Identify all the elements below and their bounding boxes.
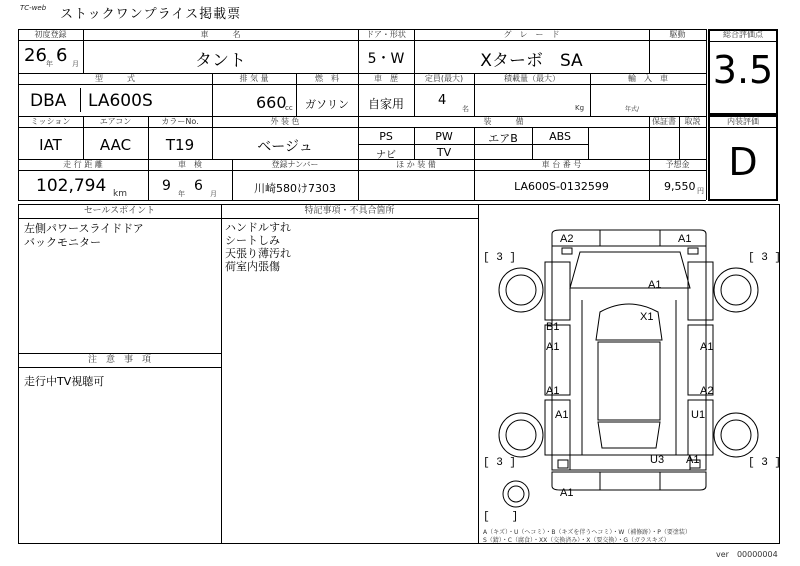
version: ver 00000004 bbox=[716, 550, 778, 559]
reg-year-unit: 年 bbox=[46, 60, 53, 68]
tire-front-right bbox=[714, 268, 758, 312]
drive-label: 駆動 bbox=[669, 30, 686, 39]
code-a1-left-door: A1 bbox=[546, 385, 560, 397]
year-model-unit: 年式/ bbox=[625, 106, 640, 113]
chassis-label: 車 台 番 号 bbox=[541, 160, 582, 169]
aircon: AAC bbox=[99, 136, 132, 154]
overall-score: 3.5 bbox=[712, 48, 774, 92]
equip-abs: ABS bbox=[549, 130, 571, 143]
note-1: ハンドルすれ bbox=[225, 221, 291, 234]
fuel-label: 燃 料 bbox=[315, 74, 339, 83]
color-no-label: カラーNo. bbox=[161, 117, 199, 126]
code-a1-hood: A1 bbox=[648, 279, 662, 291]
note-3: 天張り薄汚れ bbox=[225, 247, 291, 260]
price-label: 予想金 bbox=[665, 160, 690, 169]
displacement-label: 排 気 量 bbox=[239, 74, 269, 83]
code-a2-front: A2 bbox=[560, 233, 574, 245]
other-equip-label: ほ か 装 備 bbox=[396, 160, 436, 169]
car-name: タント bbox=[195, 51, 246, 71]
logo: TC-web bbox=[20, 4, 47, 12]
tire-mark-spare: [ ] bbox=[483, 511, 519, 523]
first-reg-label: 初度登録 bbox=[34, 30, 67, 39]
spare-tire bbox=[503, 481, 529, 507]
code-a1-front: A1 bbox=[678, 233, 692, 245]
code-a1-left-rear: A1 bbox=[555, 409, 569, 421]
fuel: ガソリン bbox=[305, 98, 349, 111]
mission-label: ミッション bbox=[30, 117, 71, 126]
insp-year-unit: 年 bbox=[178, 190, 185, 198]
form-title: ストックワンプライス掲載票 bbox=[60, 7, 242, 22]
code-b1-left: B1 bbox=[546, 321, 560, 333]
exterior-label: 外 装 色 bbox=[270, 117, 300, 126]
grade-label: グ レ ー ド bbox=[503, 30, 560, 39]
sales-point-2: バックモニター bbox=[24, 236, 101, 249]
equip-tv: TV bbox=[436, 146, 452, 159]
equip-airbag: エアB bbox=[488, 132, 518, 145]
tire-rear-left bbox=[499, 413, 543, 457]
legend-line-2: S（錆）・C（腐食）・XX（交換済み）・X（要交換）・G（ガラスキズ） bbox=[483, 537, 670, 544]
equip-pw: PW bbox=[435, 130, 453, 143]
capacity: 4 bbox=[438, 93, 447, 108]
tire-mark-fr: [ 3 ] bbox=[748, 252, 782, 264]
warranty-label: 保証書 bbox=[652, 117, 676, 126]
code-a1-rear-bumper: A1 bbox=[560, 487, 574, 499]
caution-1: 走行中TV視聴可 bbox=[24, 375, 105, 388]
overall-label: 総合評価点 bbox=[723, 30, 763, 39]
kg-unit: Kg bbox=[575, 104, 585, 112]
door-label: ドア・形状 bbox=[366, 30, 406, 39]
door-shape: 5・W bbox=[367, 51, 405, 67]
code-u1-right-rear: U1 bbox=[691, 409, 706, 421]
inspection-label: 車 検 bbox=[178, 160, 202, 169]
manual-label: 取説 bbox=[684, 117, 701, 126]
legend-line-1: A（キズ）・U（ヘコミ）・B（キズを伴うヘコミ）・W（補修跡）・P（要塗装） bbox=[483, 529, 691, 536]
reg-year: 26 bbox=[24, 45, 47, 66]
mileage-label: 走 行 距 離 bbox=[63, 160, 103, 169]
tire-rear-right bbox=[714, 413, 758, 457]
code-a2-right-door: A2 bbox=[700, 385, 714, 397]
history-label: 車 歴 bbox=[374, 74, 398, 83]
chassis-no: LA600S-0132599 bbox=[514, 180, 609, 193]
tire-mark-fl: [ 3 ] bbox=[483, 252, 517, 264]
caution-label: 注 意 事 項 bbox=[87, 355, 151, 365]
tire-front-left bbox=[499, 268, 543, 312]
grade: Xターボ SA bbox=[480, 51, 583, 71]
color-no: T19 bbox=[165, 136, 195, 154]
displacement: 660 bbox=[256, 93, 287, 112]
sales-point-1: 左側パワースライドドア bbox=[24, 222, 144, 235]
model-code: LA600S bbox=[88, 91, 153, 111]
code-a1-right-fender: A1 bbox=[700, 341, 714, 353]
yen-unit: 円 bbox=[697, 187, 704, 195]
plate-label: 登録ナンバー bbox=[271, 160, 319, 169]
aircon-label: エアコン bbox=[99, 117, 132, 126]
code-a1-rear-right: A1 bbox=[686, 454, 700, 466]
equip-ps: PS bbox=[379, 130, 393, 143]
insp-year: 9 bbox=[162, 178, 171, 194]
tire-mark-rr: [ 3 ] bbox=[748, 457, 782, 469]
cc-unit: cc bbox=[285, 104, 293, 112]
note-4: 荷室内張傷 bbox=[225, 260, 280, 273]
insp-month-unit: 月 bbox=[210, 190, 217, 198]
model-prefix: DBA bbox=[30, 91, 67, 111]
import-label: 輸 入 車 bbox=[628, 74, 668, 83]
note-2: シートしみ bbox=[225, 234, 280, 247]
interior-score: D bbox=[728, 140, 758, 184]
code-u3-rear: U3 bbox=[650, 454, 665, 466]
code-x1-windshield: X1 bbox=[640, 311, 654, 323]
mileage: 102,794 bbox=[36, 176, 107, 196]
km-unit: km bbox=[113, 189, 127, 199]
reg-month: 6 bbox=[56, 45, 68, 66]
reg-month-unit: 月 bbox=[72, 60, 79, 68]
notes-label: 特記事項・不具合箇所 bbox=[304, 206, 395, 216]
plate: 川崎580け7303 bbox=[254, 182, 336, 195]
equip-navi: ナビ bbox=[376, 150, 396, 161]
persons-unit: 名 bbox=[462, 105, 469, 113]
model-label: 型 式 bbox=[95, 74, 135, 83]
car-name-label: 車 名 bbox=[200, 30, 241, 39]
history: 自家用 bbox=[367, 97, 404, 111]
equipment-label: 装 備 bbox=[483, 117, 524, 126]
mission: IAT bbox=[39, 136, 62, 154]
exterior-color: ベージュ bbox=[257, 139, 313, 155]
capacity-label: 定員(最大) bbox=[424, 74, 464, 83]
interior-label: 内装評価 bbox=[727, 117, 759, 126]
tire-mark-rl: [ 3 ] bbox=[483, 457, 517, 469]
load-label: 積載量（最大） bbox=[504, 74, 560, 83]
code-a1-left-fender: A1 bbox=[546, 341, 560, 353]
price: 9,550 bbox=[664, 180, 696, 193]
sales-label: セールスポイント bbox=[83, 206, 156, 216]
insp-month: 6 bbox=[194, 178, 203, 194]
